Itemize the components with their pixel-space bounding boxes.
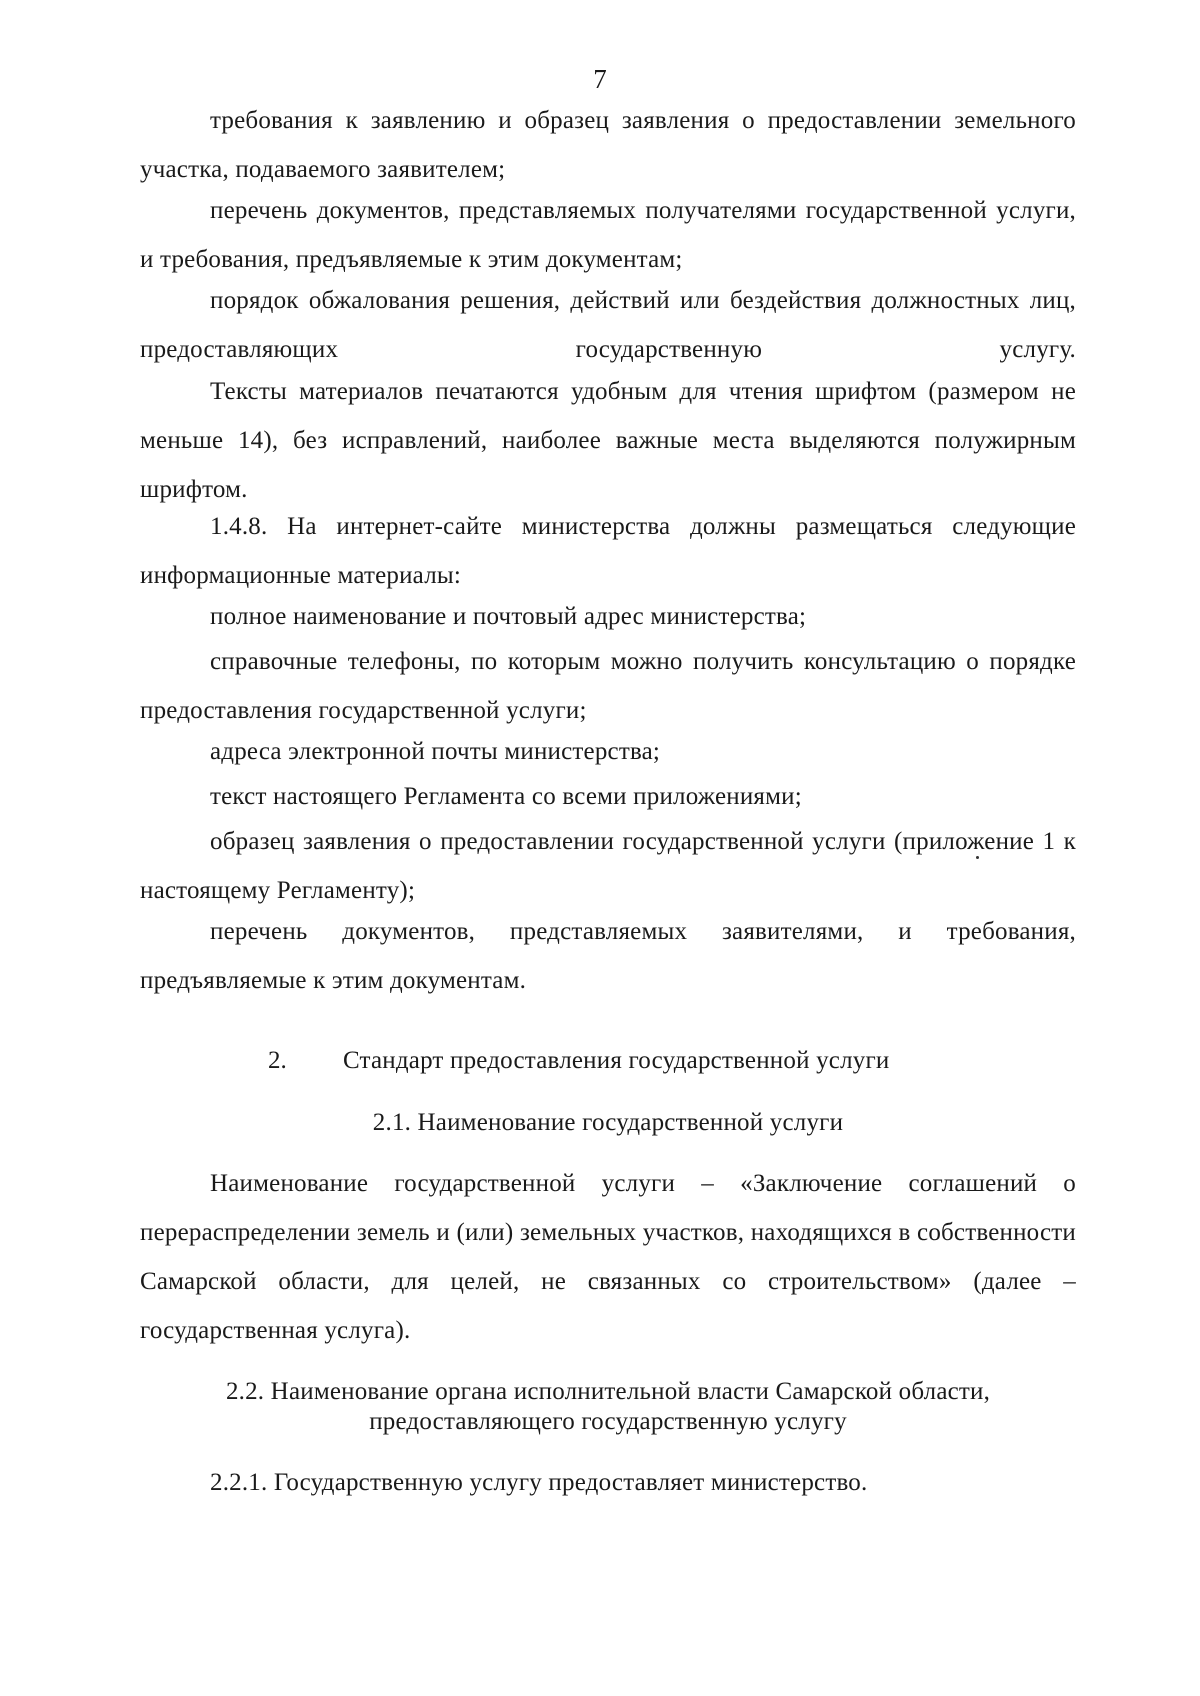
- paragraph-applicant-documents: перечень документов, представляемых заявителями, и требования, предъявляемые к этим документам.: [140, 918, 1076, 994]
- section-2-number: 2.: [268, 1047, 287, 1074]
- paragraph-email: адреса электронной почты министерства;: [210, 738, 661, 765]
- paragraph-appeal-procedure: порядок обжалования решения, действий или бездействия должностных лиц, предоставляющих государственную услугу.: [140, 287, 1076, 363]
- section-2-title: Стандарт предоставления государственной услуги: [343, 1047, 890, 1074]
- paragraph-document-list: перечень документов, представляемых получателями государственной услуги, и требования, предъявляемые к этим документам;: [140, 197, 1076, 273]
- section-2-1-text: Наименование государственной услуги – «Заключение соглашений о перераспределении земель и (или) земельных участков, находящихся в собственности Самарской области, для целей, не связанных со строительством» (далее – государственная услуга).: [140, 1170, 1076, 1344]
- paragraph-application-sample: образец заявления о предоставлении государственной услуги (приложение 1 к настоящему Регламенту);: [140, 828, 1076, 904]
- paragraph-application-requirements: требования к заявлению и образец заявления о предоставлении земельного участка, подаваемого заявителем;: [140, 107, 1076, 183]
- page-number: 7: [593, 64, 607, 94]
- paragraph-1-4-8: 1.4.8. На интернет-сайте министерства должны размещаться следующие информационные материалы:: [140, 513, 1076, 589]
- section-2-2-title-line2: предоставляющего государственную услугу: [369, 1408, 847, 1435]
- paragraph-font-requirements: Тексты материалов печатаются удобным для чтения шрифтом (размером не меньше 14), без исправлений, наиболее важные места выделяются полужирным шрифтом.: [140, 378, 1076, 503]
- section-2-1-title: 2.1. Наименование государственной услуги: [372, 1109, 844, 1136]
- paragraph-ministry-address: полное наименование и почтовый адрес министерства;: [210, 603, 807, 630]
- section-2-2-1-text: 2.2.1. Государственную услугу предоставляет министерство.: [210, 1469, 868, 1496]
- section-2-2-title-line1: 2.2. Наименование органа исполнительной власти Самарской области,: [225, 1378, 991, 1405]
- paragraph-phones: справочные телефоны, по которым можно получить консультацию о порядке предоставления государственной услуги;: [140, 648, 1076, 724]
- paragraph-regulation-text: текст настоящего Регламента со всеми приложениями;: [210, 783, 802, 810]
